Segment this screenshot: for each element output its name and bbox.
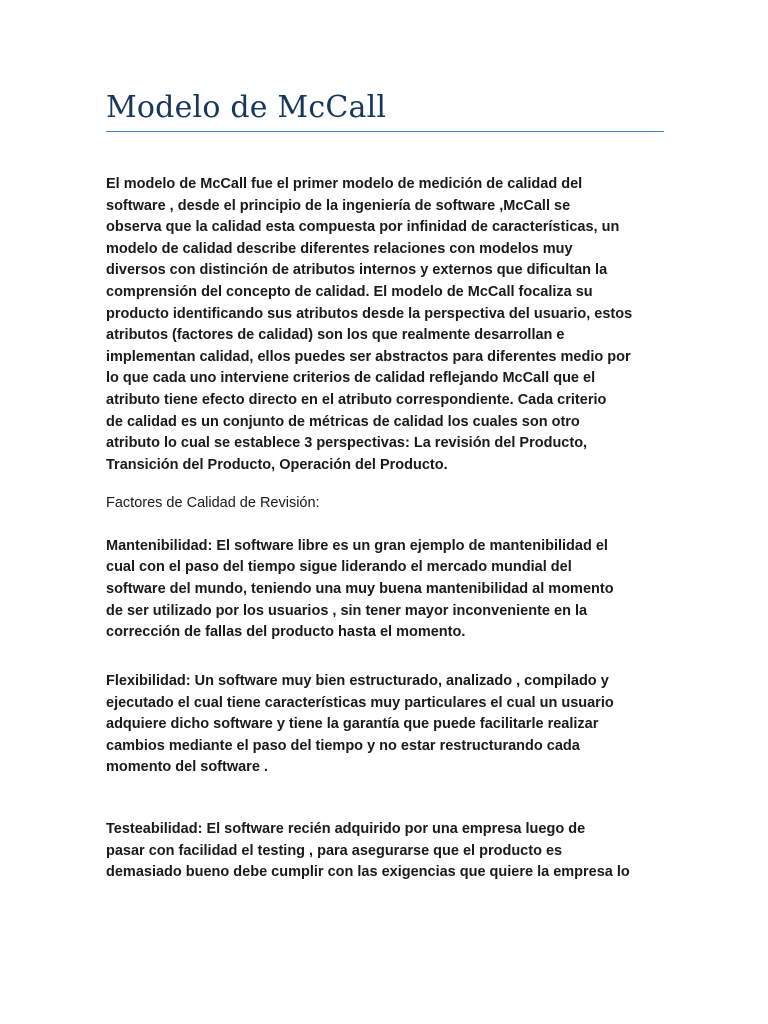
factors-heading: Factores de Calidad de Revisión: bbox=[106, 494, 320, 511]
testeabilidad-paragraph: Testeabilidad: El software recién adquirido por una empresa luego de pasar con facilidad el testing , para asegurarse que el producto es demasiado bueno debe cumplir con las exigencias que quiere la empresa lo bbox=[106, 821, 630, 881]
factors-section bbox=[106, 471, 666, 665]
title-underline bbox=[106, 131, 664, 132]
intro-paragraph: El modelo de McCall fue el primer modelo de medición de calidad del software , desde el principio de la ingeniería de software ,McCall se observa que la calidad esta compuesta por infinidad de características, un modelo de calidad describe diferentes relaciones con modelos muy diversos con distinción de atributos internos y externos que dificultan la comprensión del concepto de calidad. El modelo de McCall focaliza su producto identificando sus atributos desde la perspectiva del usuario, estos atributos (factores de calidad) son los que realmente desarrollan e implementan calidad, ellos puedes ser abstractos para diferentes medio por lo que cada uno interviene criterios de calidad reflejando McCall que el atributo tiene efecto directo en el atributo correspondiente. Cada criterio de calidad es un conjunto de métricas de calidad los cuales son otro atributo lo cual se establece 3 perspectivas: La revisión del Producto, Transición del Producto, Operación del Producto. bbox=[106, 176, 633, 473]
flexibilidad-paragraph: Flexibilidad: Un software muy bien estructurado, analizado , compilado y ejecutado el cual tiene características muy particulares el cual un usuario adquiere dicho software y tiene la garantía que puede facilitarle realizar cambios mediante el paso del tiempo y no estar restructurando cada momento del software . bbox=[106, 673, 614, 776]
document-title: Modelo de McCall bbox=[106, 90, 387, 125]
mantenibilidad-paragraph: Mantenibilidad: El software libre es un gran ejemplo de mantenibilidad el cual con el paso del tiempo sigue liderando el mercado mundial del software del mundo, teniendo una muy buena mantenibilidad al momento de ser utilizado por los usuarios , sin tener mayor inconveniente en la corrección de fallas del producto hasta el momento. bbox=[106, 537, 614, 641]
